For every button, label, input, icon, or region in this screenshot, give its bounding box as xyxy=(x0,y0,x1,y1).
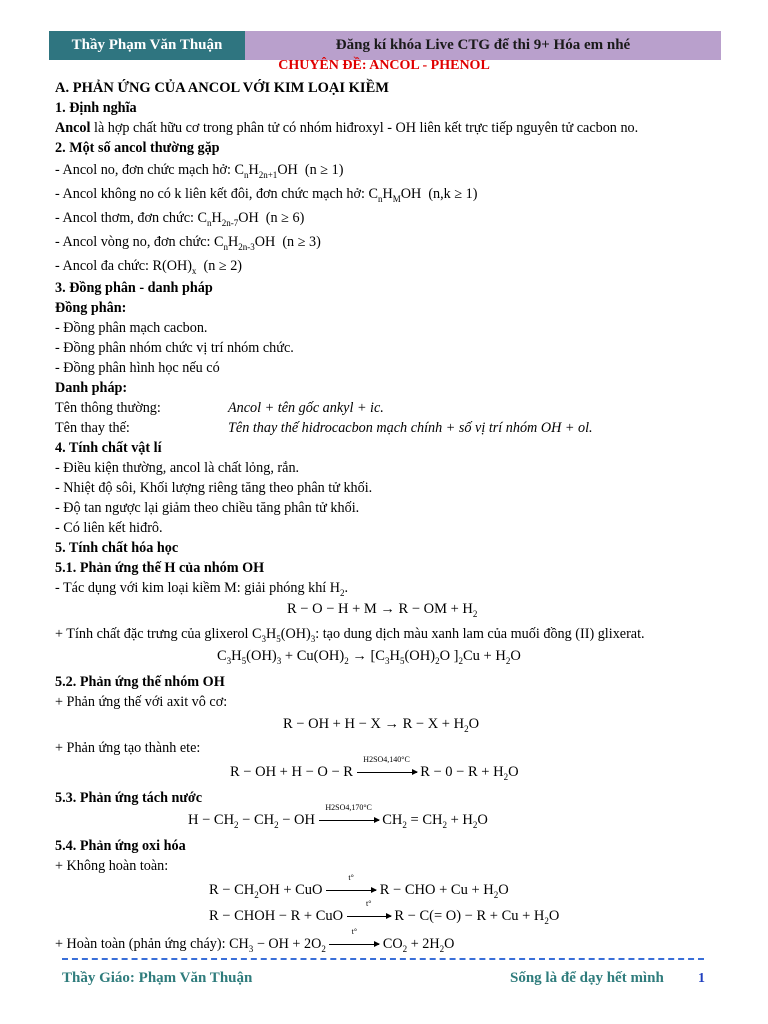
s52-heading: 5.2. Phản ứng thế nhóm OH xyxy=(55,674,225,690)
equation-glycerol-copper: $C_3H_5(OH)_3 + Cu(OH)_2 \to [C_3H_5(OH)_2O$ ]$_2Cu + H_2O$ xyxy=(217,648,521,666)
s1-text: là hợp chất hữu cơ trong phân tử có nhóm hiđroxyl - OH liên kết trực tiếp nguyên tử cacbon no. xyxy=(90,120,639,136)
physical-prop-item: - Điều kiện thường, ancol là chất lỏng, rắn. xyxy=(55,460,300,476)
s54-full-label: + Hoàn toàn (phản ứng cháy): xyxy=(55,936,230,952)
equation-oxidation-secondary: R − CHOH − R + CuO t° $R - C(= O) - R + Cu + H_2O$ xyxy=(209,899,560,926)
alcohol-type-cond: (n ≥ 3) xyxy=(282,234,321,250)
alcohol-type-4: - Ancol vòng no, đơn chức: $C_nH_{2n-3}OH$ (n ≥ 3) xyxy=(55,234,321,252)
reaction-arrow xyxy=(347,899,391,926)
s54-partial-label: + Không hoàn toàn: xyxy=(55,858,169,874)
physical-prop-item: - Có liên kết hiđrô. xyxy=(55,520,163,536)
substitute-name-rule: Tên thay thế hidrocacbon mạch chính + số vị trí nhóm OH + ol. xyxy=(228,420,593,436)
equation-alkali-metal: R − O − H + M → R − OM + $H_2$ xyxy=(287,601,478,619)
equation-inorganic-acid: R − OH + $H - X \to R - X + H_2O$ xyxy=(283,716,480,734)
alcohol-type-label: - Ancol đa chức: xyxy=(55,258,153,274)
alcohol-type-2: - Ancol không no có k liên kết đôi, đơn chức mạch hở: $C_nH_MOH$ (n,k ≥ 1) xyxy=(55,186,478,204)
equation-dehydration: $H - CH_2 - CH_2$ − OH H2SO4,170°C $CH_2 = CH_2 + H_2O$ xyxy=(188,803,488,830)
isomer-heading: Đồng phân: xyxy=(55,300,127,316)
common-name-rule: Ancol + tên gốc ankyl + ic. xyxy=(228,400,384,416)
reaction-arrow xyxy=(357,755,417,782)
s51-text-body: - Tác dụng với kim loại kiềm M: giải phóng khí H xyxy=(55,580,341,596)
equation-oxidation-primary: $R - CH_2OH$ + CuO t° R − CHO + $Cu + H_2O$ xyxy=(209,873,509,900)
alcohol-type-label: - Ancol không no có k liên kết đôi, đơn chức mạch hở: xyxy=(55,186,369,202)
footer-author: Thầy Giáo: Phạm Văn Thuận xyxy=(62,970,253,986)
header-bar xyxy=(49,31,721,60)
s2-heading: 2. Một số ancol thường gặp xyxy=(55,140,220,156)
s52-ether-label: + Phản ứng tạo thành ete: xyxy=(55,740,201,756)
footer-slogan: Sống là để dạy hết mình xyxy=(510,970,664,986)
isomer-item: - Đồng phân mạch cacbon. xyxy=(55,320,208,336)
s53-heading: 5.3. Phản ứng tách nước xyxy=(55,790,203,806)
s5-heading: 5. Tính chất hóa học xyxy=(55,540,179,556)
naming-heading: Danh pháp: xyxy=(55,380,128,396)
section-a-heading: A. PHẢN ỨNG CỦA ANCOL VỚI KIM LOẠI KIỀM xyxy=(55,80,389,96)
topic-title: CHUYÊN ĐỀ: ANCOL - PHENOL xyxy=(278,58,490,73)
alcohol-type-cond: (n ≥ 1) xyxy=(304,162,344,178)
alcohol-type-cond: (n ≥ 6) xyxy=(265,210,305,226)
alcohol-type-cond: (n ≥ 2) xyxy=(203,258,243,274)
physical-prop-item: - Độ tan ngược lại giảm theo chiều tăng phân tử khối. xyxy=(55,500,360,516)
s1-definition xyxy=(55,118,638,138)
reaction-arrow xyxy=(326,873,376,900)
s51-heading: 5.1. Phản ứng thế H của nhóm OH xyxy=(55,560,265,576)
substitute-name-label: Tên thay thế: xyxy=(55,420,130,436)
alcohol-type-5: - Ancol đa chức: $R(OH)_x$ (n ≥ 2) xyxy=(55,258,243,276)
physical-prop-item: - Nhiệt độ sôi, Khối lượng riêng tăng theo phân tử khối. xyxy=(55,480,373,496)
s51-glycerol-body: + Tính chất đặc trưng của glixerol C xyxy=(55,626,262,642)
header-promo: Đăng kí khóa Live CTG để thi 9+ Hóa em nhé xyxy=(245,31,721,60)
reaction-condition: t° xyxy=(366,899,372,908)
s52-acid-label: + Phản ứng thế với axit vô cơ: xyxy=(55,694,228,710)
alcohol-type-label: - Ancol thơm, đơn chức: xyxy=(55,210,198,226)
common-name-label: Tên thông thường: xyxy=(55,400,161,416)
reaction-condition: H2SO4,140°C xyxy=(363,755,410,764)
s51-glycerol-tail: : tạo dung dịch màu xanh lam của muối đồng (II) glixerat. xyxy=(315,626,645,642)
s4-heading: 4. Tính chất vật lí xyxy=(55,440,162,456)
s1-heading: 1. Định nghĩa xyxy=(55,100,137,116)
alcohol-type-3: - Ancol thơm, đơn chức: $C_nH_{2n-7}OH$ (n ≥ 6) xyxy=(55,210,305,228)
s51-glycerol: + Tính chất đặc trưng của glixerol $C_3H_5(OH)_3$: tạo dung dịch màu xanh lam của muối đồng (II) glixerat. xyxy=(55,626,645,644)
alcohol-type-1: - Ancol no, đơn chức mạch hở: $C_nH_{2n+1}OH$ (n ≥ 1) xyxy=(55,162,344,180)
s3-heading: 3. Đồng phân - danh pháp xyxy=(55,280,213,296)
reaction-arrow xyxy=(329,927,379,954)
s1-term: Ancol xyxy=(55,120,91,136)
alcohol-type-label: - Ancol no, đơn chức mạch hở: xyxy=(55,162,235,178)
alcohol-type-label: - Ancol vòng no, đơn chức: xyxy=(55,234,215,250)
header-author: Thầy Phạm Văn Thuận xyxy=(49,31,245,60)
s54-heading: 5.4. Phản ứng oxi hóa xyxy=(55,838,186,854)
alcohol-type-cond: (n,k ≥ 1) xyxy=(428,186,478,202)
s51-text: - Tác dụng với kim loại kiềm M: giải phóng khí $H_2$. xyxy=(55,580,349,598)
footer-divider xyxy=(62,958,704,960)
equation-ether: R − OH + H − O − R H2SO4,140°C $R - 0 - R + H_2O$ xyxy=(230,755,519,782)
isomer-item: - Đồng phân hình học nếu có xyxy=(55,360,220,376)
s54-full-oxidation: + Hoàn toàn (phản ứng cháy): $CH_3$ − OH + $2O_2$ t° $CO_2 + 2H_2O$ xyxy=(55,927,455,954)
isomer-item: - Đồng phân nhóm chức vị trí nhóm chức. xyxy=(55,340,294,356)
reaction-condition: t° xyxy=(348,873,354,882)
reaction-condition: H2SO4,170°C xyxy=(325,803,372,812)
reaction-condition: t° xyxy=(351,927,358,936)
reaction-arrow xyxy=(319,803,379,830)
page-number: 1 xyxy=(698,971,705,986)
